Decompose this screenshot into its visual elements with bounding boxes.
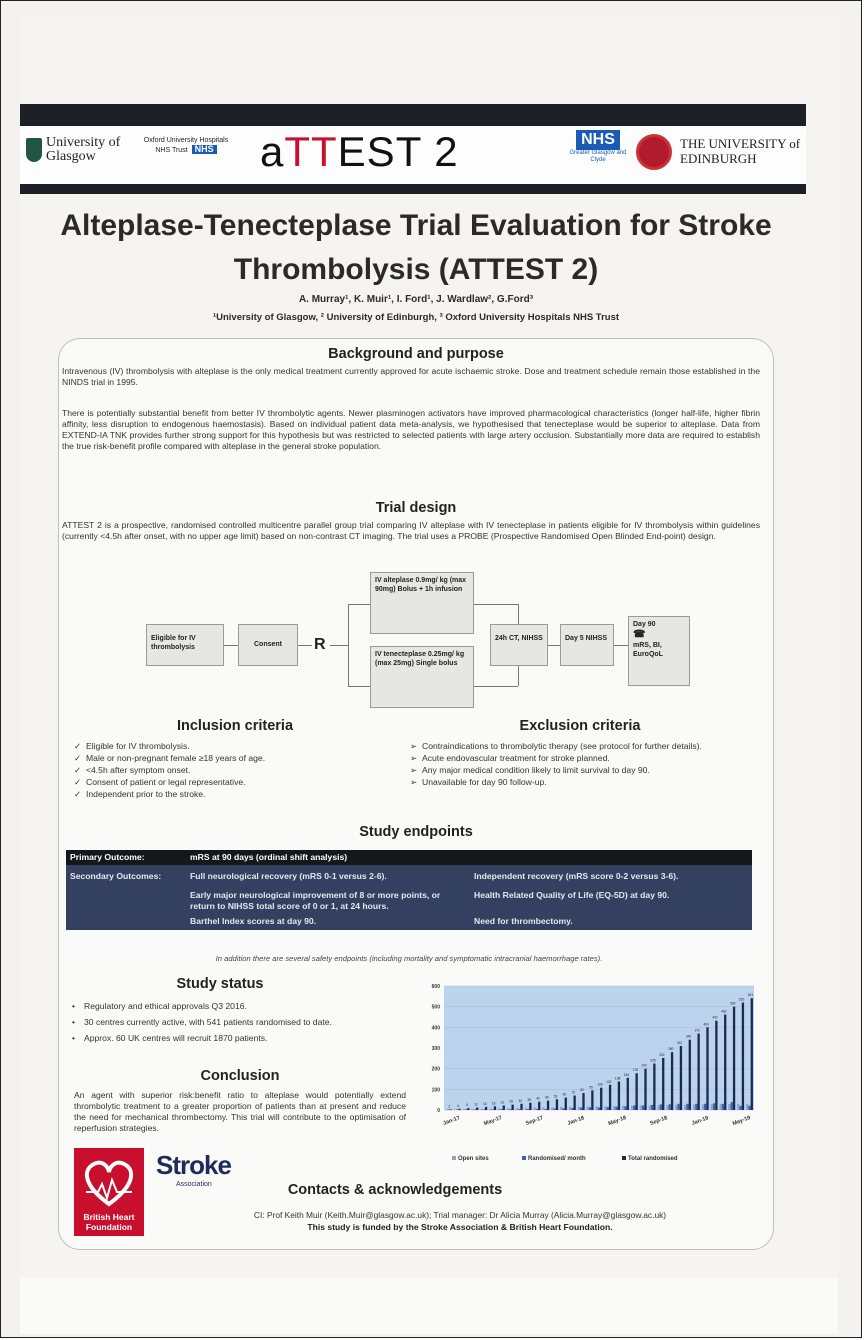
- data-label: 138: [614, 1076, 621, 1081]
- bar-randomised-month: [474, 1109, 476, 1110]
- stroke-association-logo: [156, 1150, 231, 1188]
- x-tick-label: May-18: [607, 1115, 628, 1128]
- data-label: 22: [500, 1100, 505, 1105]
- bar-randomised-month: [748, 1106, 750, 1110]
- data-label: 432: [712, 1015, 718, 1020]
- data-label: 6: [457, 1103, 460, 1108]
- primary-outcome-label: Primary Outcome:: [66, 850, 186, 865]
- bar-open-sites: [640, 1105, 642, 1110]
- y-tick-label: 200: [431, 1066, 440, 1073]
- heart-icon: [74, 1152, 144, 1212]
- inclusion-item: [74, 788, 394, 800]
- inclusion-item: [74, 776, 394, 788]
- flow-connector: [614, 645, 628, 646]
- y-tick-label: 600: [431, 984, 440, 990]
- bar-randomised-month: [713, 1103, 715, 1110]
- bar-total-randomised: [520, 1104, 522, 1110]
- flow-eligible-box: Eligible for IV thrombolysis: [146, 624, 224, 666]
- exclusion-item: [410, 740, 754, 752]
- bhf-logo-text: British Heart Foundation: [83, 1212, 135, 1232]
- bar-open-sites: [471, 1109, 473, 1110]
- inclusion-item: [74, 764, 394, 776]
- x-tick-label: Jan-18: [566, 1115, 586, 1127]
- bar-randomised-month: [704, 1104, 706, 1110]
- data-label: 95: [589, 1085, 593, 1090]
- status-item-marker: •: [72, 1017, 76, 1027]
- exclusion-item: [410, 764, 754, 776]
- bar-randomised-month: [633, 1105, 635, 1110]
- inclusion-item: [74, 752, 394, 764]
- bar-randomised-month: [456, 1109, 458, 1110]
- bar-open-sites: [622, 1106, 624, 1110]
- bar-total-randomised: [609, 1085, 611, 1110]
- flow-randomise-mark: R: [314, 636, 326, 653]
- bar-randomised-month: [553, 1109, 555, 1110]
- bar-randomised-month: [465, 1109, 467, 1110]
- legend-swatch: [452, 1156, 456, 1160]
- poster-title: Alteplase-Tenecteplase Trial Evaluation for Stroke Thrombolysis (ATTEST 2): [60, 209, 772, 286]
- bar-randomised-month: [500, 1109, 502, 1110]
- data-label: 70: [571, 1090, 576, 1095]
- data-label: 340: [685, 1034, 692, 1039]
- bar-total-randomised: [494, 1106, 496, 1110]
- bar-total-randomised: [565, 1098, 567, 1110]
- bar-total-randomised: [671, 1052, 673, 1110]
- data-label: 82: [580, 1088, 584, 1093]
- bar-open-sites: [516, 1108, 518, 1110]
- exclusion-item: [410, 752, 754, 764]
- attest-logo-a: a: [260, 128, 285, 175]
- flow-connector: [548, 645, 560, 646]
- bar-open-sites: [657, 1105, 659, 1110]
- bar-randomised-month: [642, 1105, 644, 1110]
- bar-open-sites: [684, 1105, 686, 1110]
- trial-design-text: ATTEST 2 is a prospective, randomised controlled multicentre parallel group trial comparing IV alteplase with IV tenecteplase in patients eligible for IV thrombolysis within guidelines (currently <4.5h after onset, with no upper age limit) based on non-contrast CT imaging. The trial uses a PROBE (Prospective Randomised Open Blinded End-point) design.: [62, 520, 760, 541]
- data-label: 35: [527, 1097, 531, 1102]
- bar-total-randomised: [680, 1046, 682, 1110]
- bar-total-randomised: [751, 998, 753, 1110]
- bar-total-randomised: [582, 1093, 584, 1110]
- bar-open-sites: [649, 1105, 651, 1110]
- background-heading: Background and purpose: [328, 346, 504, 362]
- bar-open-sites: [613, 1106, 615, 1110]
- bar-total-randomised: [503, 1105, 505, 1110]
- bar-randomised-month: [739, 1106, 741, 1110]
- bar-randomised-month: [562, 1108, 564, 1110]
- bar-total-randomised: [653, 1064, 655, 1111]
- data-label: 52: [553, 1094, 558, 1099]
- glasgow-logo: [26, 136, 124, 164]
- stroke-logo-sub: Association: [176, 1181, 212, 1188]
- inclusion-item-text: <4.5h after symptom onset.: [86, 765, 191, 775]
- x-tick-label: Jan-17: [442, 1115, 461, 1127]
- inclusion-heading: Inclusion criteria: [176, 718, 294, 734]
- data-label: 122: [606, 1079, 612, 1084]
- endpoints-table: [66, 850, 752, 930]
- inclusion-item-text: Independent prior to the stroke.: [86, 789, 206, 799]
- bar-open-sites: [489, 1109, 491, 1110]
- endpoints-note: In addition there are several safety endpoints (including mortality and symptomatic intracranial haemorrhage rates).: [215, 954, 603, 963]
- bar-total-randomised: [573, 1096, 575, 1110]
- bar-randomised-month: [571, 1108, 573, 1110]
- bar-open-sites: [480, 1109, 482, 1110]
- bar-open-sites: [631, 1106, 633, 1110]
- x-tick-label: May-17: [483, 1115, 503, 1128]
- bar-randomised-month: [651, 1105, 653, 1110]
- bar-total-randomised: [706, 1027, 708, 1110]
- inclusion-list: [74, 740, 394, 800]
- bar-randomised-month: [491, 1109, 493, 1110]
- inclusion-item: [74, 740, 394, 752]
- flow-connector: [348, 686, 370, 687]
- x-tick-label: Sep-17: [525, 1115, 545, 1127]
- bar-open-sites: [728, 1104, 730, 1110]
- bar-randomised-month: [677, 1104, 679, 1110]
- bar-open-sites: [675, 1105, 677, 1110]
- bar-randomised-month: [624, 1106, 626, 1110]
- nhs-ggc-badge: NHS: [576, 130, 620, 150]
- x-tick-label: Jan-19: [691, 1115, 710, 1127]
- data-label: 520: [738, 997, 745, 1002]
- inclusion-item-text: Consent of patient or legal representative.: [86, 777, 246, 787]
- data-label: 12: [474, 1102, 478, 1107]
- bar-total-randomised: [644, 1069, 646, 1110]
- flow-connector: [348, 604, 349, 686]
- bar-open-sites: [454, 1109, 456, 1110]
- nhs-ggc-text: Greater Glasgow and Clyde: [569, 150, 627, 163]
- data-label: 18: [491, 1101, 496, 1106]
- flow-day90-box: [628, 616, 690, 686]
- bar-total-randomised: [618, 1081, 620, 1110]
- study-status-list: [72, 998, 412, 1046]
- oxford-logo: [138, 136, 234, 155]
- flow-consent-box: Consent: [238, 624, 298, 666]
- conclusion-text: An agent with superior risk:benefit ratio to alteplase would potentially extend thrombolytic treatment to a greater proportion of patients than at present and reduce the need for mechanical thrombectomy. This trial will contribute to the optimisation of reperfusion strategies.: [74, 1090, 406, 1133]
- legend-swatch: [522, 1156, 526, 1160]
- data-label: 156: [623, 1072, 630, 1077]
- bar-open-sites: [666, 1105, 668, 1110]
- y-tick-label: 100: [431, 1087, 440, 1094]
- bar-open-sites: [525, 1108, 527, 1110]
- status-item: [72, 1030, 412, 1046]
- bar-open-sites: [533, 1108, 535, 1110]
- bar-total-randomised: [715, 1021, 717, 1110]
- flow-tenecteplase-box: IV tenecteplase 0.25mg/ kg (max 25mg) Single bolus: [370, 646, 474, 708]
- secondary-outcome-item: Full neurological recovery (mRS 0-1 versus 2-6).: [186, 865, 470, 884]
- bar-total-randomised: [591, 1090, 593, 1110]
- exclusion-item-marker: ➢: [410, 741, 418, 751]
- logo-strip: [20, 126, 806, 184]
- y-tick-label: 500: [431, 1004, 440, 1011]
- data-label: 60: [562, 1092, 567, 1097]
- bar-total-randomised: [538, 1102, 540, 1110]
- bar-randomised-month: [545, 1109, 547, 1110]
- legend-swatch: [622, 1156, 626, 1160]
- x-tick-label: May-19: [731, 1115, 752, 1128]
- status-item: [72, 998, 412, 1014]
- bar-open-sites: [702, 1104, 704, 1110]
- inclusion-item-marker: ✓: [74, 741, 82, 751]
- status-item-marker: •: [72, 1001, 76, 1011]
- bar-total-randomised: [449, 1109, 451, 1110]
- bar-total-randomised: [467, 1108, 469, 1110]
- primary-outcome-row: [66, 850, 752, 865]
- flow-day90-detail: mRS, BI, EuroQoL: [633, 642, 663, 658]
- bar-randomised-month: [527, 1109, 529, 1110]
- poster-header: [20, 104, 806, 194]
- flow-connector: [474, 686, 518, 687]
- bar-open-sites: [604, 1106, 606, 1110]
- empty-cell: [66, 884, 186, 914]
- study-status-heading: Study status: [176, 976, 264, 992]
- bar-randomised-month: [447, 1109, 449, 1110]
- bar-total-randomised: [689, 1040, 691, 1110]
- inclusion-item-text: Male or non-pregnant female ≥18 years of age.: [86, 753, 266, 763]
- affiliations: ¹University of Glasgow, ² University of Edinburgh, ³ Oxford University Hospitals NHS Trust: [212, 312, 620, 323]
- secondary-outcome-item: Early major neurological improvement of 8 or more points, or return to NIHSS total score of 0 or 1, at 24 hours.: [186, 884, 470, 914]
- attest-logo-tt: TT: [284, 128, 338, 175]
- attest-logo: [260, 128, 459, 176]
- bar-total-randomised: [724, 1015, 726, 1110]
- y-tick-label: 300: [431, 1046, 440, 1052]
- data-label: 400: [703, 1022, 709, 1027]
- bar-randomised-month: [731, 1102, 733, 1110]
- flow-connector: [330, 645, 348, 646]
- bar-open-sites: [578, 1107, 580, 1110]
- bar-randomised-month: [589, 1107, 591, 1110]
- data-label: 40: [536, 1096, 540, 1101]
- secondary-outcome-row: [66, 914, 752, 930]
- data-label: 30: [518, 1098, 522, 1103]
- bar-open-sites: [463, 1109, 465, 1110]
- bar-open-sites: [587, 1106, 589, 1110]
- data-label: 15: [482, 1101, 487, 1106]
- flow-ct-box: 24h CT, NIHSS: [490, 624, 548, 666]
- bar-total-randomised: [742, 1003, 744, 1110]
- bar-randomised-month: [695, 1104, 697, 1110]
- flow-connector: [298, 645, 312, 646]
- inclusion-item-text: Eligible for IV thrombolysis.: [86, 741, 190, 751]
- nhs-ggc-logo: [568, 130, 628, 164]
- inclusion-item-marker: ✓: [74, 765, 82, 775]
- bar-total-randomised: [662, 1058, 664, 1110]
- data-label: 3: [448, 1104, 451, 1109]
- y-tick-label: 0: [437, 1108, 440, 1114]
- bar-randomised-month: [580, 1108, 582, 1110]
- edinburgh-seal-icon: [636, 134, 672, 170]
- glasgow-crest-icon: [26, 138, 42, 162]
- secondary-outcome-row: [66, 865, 752, 884]
- exclusion-item-text: Unavailable for day 90 follow-up.: [422, 777, 547, 787]
- bar-randomised-month: [669, 1104, 671, 1110]
- bar-total-randomised: [733, 1007, 735, 1110]
- bar-open-sites: [719, 1104, 721, 1110]
- wall: [20, 1278, 838, 1334]
- legend-label: Total randomised: [628, 1156, 678, 1162]
- exclusion-item-text: Contraindications to thrombolytic therapy (see protocol for further details).: [422, 741, 702, 751]
- bar-randomised-month: [536, 1109, 538, 1110]
- bar-total-randomised: [476, 1108, 478, 1110]
- bar-randomised-month: [615, 1107, 617, 1110]
- oxford-nhs-badge: NHS: [192, 145, 217, 154]
- background-paragraph-2: There is potentially substantial benefit from better IV thrombolytic agents. Newer plasminogen activators have improved pharmacological characteristics (longer half-life, higher fibrin affinity, less disruption to endogenous haemostasis). Based on individual patient data meta-analysis, we hypothesised that tenecteplase would be superior to alteplase. Data from EXTEND-IA TNK provides further strong support for this hypothesis but was restricted to selected patients with large artery occlusion. Substantially more data are required to establish the true risk-benefit profile compared with alteplase in the general stroke population.: [62, 408, 760, 451]
- oxford-logo-text: Oxford University Hospitals NHS Trust: [143, 137, 229, 154]
- x-tick-label: Sep-18: [649, 1115, 669, 1127]
- endpoints-heading: Study endpoints: [359, 824, 473, 840]
- flow-connector: [224, 645, 238, 646]
- bar-open-sites: [693, 1105, 695, 1110]
- bar-open-sites: [569, 1107, 571, 1110]
- funding-line: This study is funded by the Stroke Association & British Heart Foundation.: [307, 1222, 613, 1232]
- phone-icon: ☎: [633, 629, 646, 640]
- bar-open-sites: [560, 1107, 562, 1110]
- data-label: 178: [632, 1068, 638, 1073]
- flow-day5-box: Day 5 NIHSS: [560, 624, 614, 666]
- bar-open-sites: [711, 1104, 713, 1110]
- exclusion-item-text: Acute endovascular treatment for stroke planned.: [422, 753, 610, 763]
- bar-total-randomised: [458, 1109, 460, 1110]
- exclusion-item-marker: ➢: [410, 777, 418, 787]
- data-label: 280: [668, 1047, 674, 1052]
- status-item-text: Regulatory and ethical approvals Q3 2016.: [84, 1001, 247, 1011]
- exclusion-item-marker: ➢: [410, 765, 418, 775]
- bar-randomised-month: [509, 1109, 511, 1110]
- bhf-logo: [74, 1148, 144, 1236]
- inclusion-item-marker: ✓: [74, 789, 82, 799]
- edinburgh-logo-text: THE UNIVERSITY of EDINBURGH: [680, 136, 801, 166]
- legend-label: Open sites: [458, 1156, 489, 1162]
- legend-label: Randomised/ month: [528, 1156, 586, 1162]
- bar-total-randomised: [485, 1107, 487, 1110]
- data-label: 108: [597, 1082, 603, 1087]
- bar-open-sites: [542, 1107, 544, 1110]
- data-label: 26: [509, 1099, 514, 1104]
- attest-logo-rest: EST 2: [337, 128, 459, 175]
- status-item-marker: •: [72, 1033, 76, 1043]
- stroke-logo-word: Stroke: [156, 1150, 231, 1180]
- bar-open-sites: [737, 1104, 739, 1110]
- empty-cell: [66, 914, 186, 930]
- bar-total-randomised: [635, 1073, 637, 1110]
- background-paragraph-1: Intravenous (IV) thrombolysis with alteplase is the only medical treatment currently approved for acute ischaemic stroke. Dose and treatment schedule remain those established in the NINDS trial in 1995.: [62, 366, 760, 387]
- contacts-line: CI: Prof Keith Muir (Keith.Muir@glasgow.ac.uk); Trial manager: Dr Alicia Murray (Alicia.Murray@glasgow.ac.uk): [253, 1210, 667, 1220]
- exclusion-item: [410, 776, 754, 788]
- bar-total-randomised: [511, 1105, 513, 1110]
- bar-open-sites: [746, 1104, 748, 1110]
- bar-randomised-month: [686, 1104, 688, 1110]
- bar-randomised-month: [598, 1107, 600, 1110]
- flow-connector: [518, 666, 519, 686]
- data-label: 252: [659, 1052, 665, 1057]
- bar-randomised-month: [722, 1104, 724, 1110]
- flow-connector: [474, 604, 518, 605]
- conclusion-heading: Conclusion: [200, 1068, 280, 1084]
- flow-connector: [348, 604, 370, 605]
- bar-randomised-month: [607, 1107, 609, 1110]
- status-item-text: Approx. 60 UK centres will recruit 1870 patients.: [84, 1033, 268, 1043]
- secondary-outcome-label: Secondary Outcomes:: [66, 865, 186, 884]
- bar-open-sites: [507, 1108, 509, 1110]
- data-label: 541: [747, 993, 754, 998]
- inclusion-item-marker: ✓: [74, 753, 82, 763]
- bar-total-randomised: [600, 1088, 602, 1110]
- bar-total-randomised: [529, 1103, 531, 1110]
- bar-randomised-month: [518, 1109, 520, 1110]
- data-label: 200: [641, 1063, 647, 1068]
- data-label: 225: [650, 1058, 656, 1063]
- flow-connector: [518, 604, 519, 624]
- secondary-outcome-item: Independent recovery (mRS score 0-2 versus 3-6).: [470, 865, 752, 884]
- bar-open-sites: [551, 1107, 553, 1110]
- exclusion-item-marker: ➢: [410, 753, 418, 763]
- data-label: 9: [466, 1103, 468, 1108]
- data-label: 310: [676, 1040, 683, 1045]
- data-label: 462: [721, 1009, 727, 1014]
- bar-total-randomised: [556, 1099, 558, 1110]
- authors: A. Murray¹, K. Muir¹, I. Ford¹, J. Wardlaw², G.Ford³: [298, 294, 534, 305]
- exclusion-heading: Exclusion criteria: [519, 718, 641, 734]
- y-tick-label: 400: [431, 1025, 440, 1032]
- contacts-heading: Contacts & acknowledgements: [287, 1182, 503, 1198]
- secondary-outcome-item: Health Related Quality of Life (EQ-5D) at day 90.: [470, 884, 752, 914]
- status-item-text: 30 centres currently active, with 541 patients randomised to date.: [84, 1017, 332, 1027]
- bar-randomised-month: [483, 1109, 485, 1110]
- data-label: 500: [730, 1001, 736, 1006]
- exclusion-item-text: Any major medical condition likely to limit survival to day 90.: [422, 765, 650, 775]
- flow-day90-label: Day 90: [633, 621, 656, 628]
- trial-design-heading: Trial design: [375, 500, 457, 516]
- secondary-outcome-item: Need for thrombectomy.: [470, 914, 752, 930]
- bar-randomised-month: [660, 1104, 662, 1110]
- inclusion-item-marker: ✓: [74, 777, 82, 787]
- glasgow-logo-text: University of Glasgow: [46, 135, 121, 164]
- bar-open-sites: [595, 1106, 597, 1110]
- bar-open-sites: [498, 1108, 500, 1110]
- recruitment-chart: [418, 978, 758, 1170]
- bar-total-randomised: [697, 1034, 699, 1110]
- data-label: 370: [694, 1028, 700, 1033]
- bar-total-randomised: [627, 1078, 629, 1110]
- exclusion-list: [410, 740, 754, 788]
- primary-outcome-value: mRS at 90 days (ordinal shift analysis): [186, 850, 752, 865]
- flow-alteplase-box: IV alteplase 0.9mg/ kg (max 90mg) Bolus + 1h infusion: [370, 572, 474, 634]
- secondary-outcome-item: Barthel Index scores at day 90.: [186, 914, 470, 930]
- status-item: [72, 1014, 412, 1030]
- bar-total-randomised: [547, 1101, 549, 1110]
- secondary-outcome-row: [66, 884, 752, 914]
- data-label: 45: [544, 1095, 549, 1100]
